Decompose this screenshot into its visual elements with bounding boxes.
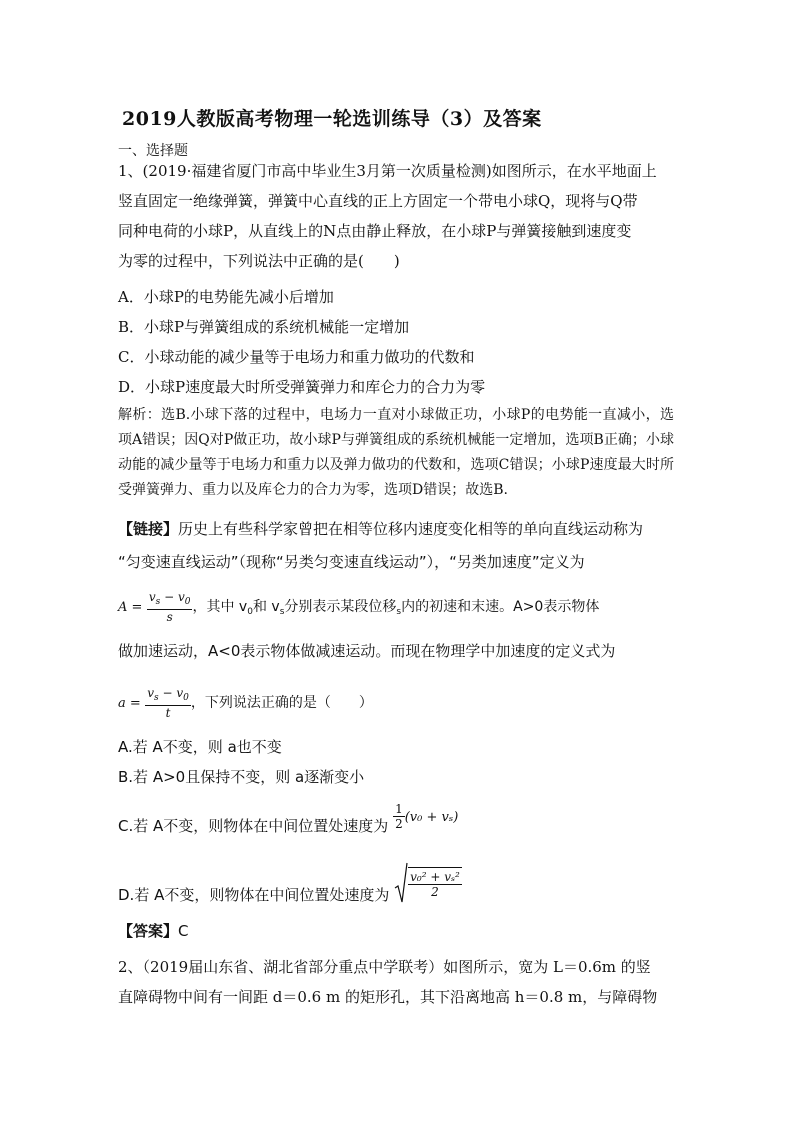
answer-line: [118, 920, 189, 941]
link-line-1: [118, 518, 643, 539]
q1-option-a: A．小球P的电势能先减小后增加: [118, 288, 334, 306]
q1-analysis: 解析：选B.小球下落的过程中，电场力一直对小球做正功，小球P的电势能一直减小，选项A错误；因Q对P做正功，故小球P与弹簧组成的系统机械能一定增加，选项B正确；小球动能的减少量等于电场力和重力以及弹力做功的代数和，选项C错误；小球P速度最大时所受弹簧弹力、重力以及库仑力的合力为零，选项D错误；故选B.: [118, 407, 674, 498]
q2-line: 2、（2019届山东省、湖北省部分重点中学联考）如图所示，宽为 L＝0.6m 的竖: [118, 958, 651, 976]
link-line-4: 做加速运动，A<0表示物体做减速运动。而现在物理学中加速度的定义式为: [118, 642, 616, 660]
link-line-2: “匀变速直线运动”（现称“另类匀变速直线运动”），“另类加速度”定义为: [118, 553, 585, 571]
document-title: 2019人教版高考物理一轮选训练导（3）及答案: [122, 108, 542, 130]
q1-option-b: B．小球P与弹簧组成的系统机械能一定增加: [118, 318, 410, 336]
answer-value: C: [178, 922, 189, 940]
formula-acc-lhs: a =: [118, 696, 141, 711]
link-line-5: [118, 686, 373, 720]
link-option-a: A.若 A不变，则 a也不变: [118, 738, 282, 756]
velocity-sum: (v₀ + vₛ): [404, 810, 459, 825]
q1-stem-line: 同种电荷的小球P，从直线上的N点由静止释放，在小球P与弹簧接触到速度变: [118, 222, 632, 240]
sqrt-formula: [394, 862, 462, 904]
formula-a-fraction: $\frac{v_s - v_0}{s}$: [148, 590, 191, 624]
answer-label: 【答案】: [118, 922, 179, 940]
link-option-b: B.若 A>0且保持不变，则 a逐渐变小: [118, 768, 365, 786]
q2-line: 直障碍物中间有一间距 d＝0.6 m 的矩形孔，其下沿离地高 h＝0.8 m，与障碍物: [118, 988, 658, 1006]
link-option-d: D.若 A不变，则物体在中间位置处速度为 $\frac{\text{v₀² + vₛ²}}{2}$: [118, 862, 462, 904]
sqrt-sign-icon: [394, 862, 408, 904]
q1-stem-line: 为零的过程中，下列说法中正确的是( ): [118, 252, 400, 270]
half-fraction: $\frac{1}{2}$: [395, 802, 403, 831]
formula-a-lhs: A =: [118, 600, 143, 615]
q1-option-d: D．小球P速度最大时所受弹簧弹力和库仑力的合力为零: [118, 378, 486, 396]
link-line-3: A = $\frac{v_s - v_0}{s}$ ，其中 $v_0$和 $v_s$分别表示某段位移$_s$内的初速和末速。A>0表示物体: [118, 590, 600, 624]
sqrt-fraction: $\frac{\text{v₀² + vₛ²}}{2}$: [408, 867, 462, 899]
q1-option-c: C．小球动能的减少量等于电场力和重力做功的代数和: [118, 348, 475, 366]
q1-stem-line: 1、(2019·福建省厦门市高中毕业生3月第一次质量检测)如图所示，在水平地面上: [118, 162, 657, 180]
section-heading: 一、选择题: [118, 143, 188, 159]
q1-stem-line: 竖直固定一绝缘弹簧，弹簧中心直线的正上方固定一个带电小球Q，现将与Q带: [118, 192, 638, 210]
formula-acc-fraction: $\frac{v_s - v_0}{t}$: [147, 686, 189, 720]
link-text: ，下列说法正确的是（ ）: [190, 695, 373, 711]
link-text: ，其中 v: [192, 599, 248, 615]
link-text: 历史上有些科学家曾把在相等位移内速度变化相等的单向直线运动称为: [178, 520, 644, 538]
link-tag: 【链接】: [118, 520, 179, 538]
link-option-c: C.若 A不变，则物体在中间位置处速度为 $\frac{1}{2}$ (v₀ + vₛ): [118, 802, 459, 835]
